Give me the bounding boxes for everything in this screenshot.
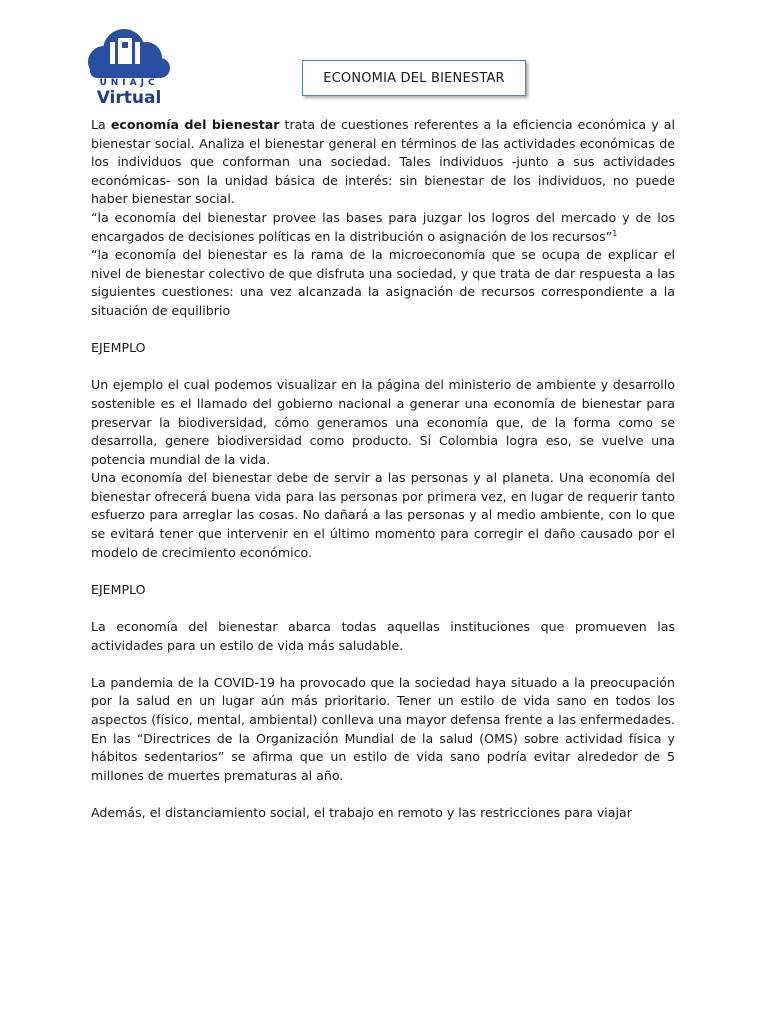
paragraph-example-1: Un ejemplo el cual podemos visualizar en la página del ministerio de ambiente y desarrollo sostenible es el llamado del gobierno nacional a generar una economía de bienestar para preservar la biodiversidad, cómo generamos una economía que, de la forma como se desarrolla, genere biodiversidad como producto. Si Colombia logra eso, se vuelve una potencia mundial de la vida. [91,377,675,467]
uniajc-virtual-logo [80,28,172,110]
paragraph-quote-1 [91,209,675,246]
paragraph-example-2: Una economía del bienestar debe de servir a las personas y al planeta. Una economía del bienestar ofrecerá buena vida para las personas por primera vez, en lugar de requerir tanto esfuerzo para arreglar las cosas. No dañará a las personas y al medio ambiente, con lo que se evitará tener que intervenir en el último momento para corregir el daño causado por el modelo de crecimiento económico. [91,470,675,560]
intro-bold-term: economía del bienestar [110,117,280,132]
intro-post: trata de cuestiones referentes a la eficiencia económica y al bienestar social. Analiza el bienestar general en términos de las actividades económicas de los individuos que conforman una sociedad. Tales individuos -junto a sus actividades económicas- son la unidad básica de interés: sin bienestar de los individuos, no puede haber bienestar social. [91,117,675,207]
quote-1-text: “la economía del bienestar provee las bases para juzgar los logros del mercado y de los encargados de decisiones políticas en la distribución o asignación de los recursos” [91,209,675,244]
paragraph-quote-2: “la economía del bienestar es la rama de la microeconomía que se ocupa de explicar el nivel de bienestar colectivo de que disfruta una sociedad, y que trata de dar respuesta a las siguientes cuestiones: una vez alcanzada la asignación de recursos correspondiente a la situación de equilibrio [91,247,675,318]
document-body [91,116,675,823]
intro-pre: La [91,117,111,132]
paragraph-ademas: Además, el distanciamiento social, el trabajo en remoto y las restricciones para viajar [91,804,632,820]
paragraph-pandemic: La pandemia de la COVID-19 ha provocado que la sociedad haya situado a la preocupación por la salud en un lugar aún más prioritario. Tener un estilo de vida sano en todos los aspectos (físico, mental, ambiental) conlleva una mayor defensa frente a las enfermedades. En las “Directrices de la Organización Mundial de la salud (OMS) sobre actividad física y hábitos sedentarios” se afirma que un estilo de vida sano podría evitar alrededor de 5 millones de muertes prematuras al año. [91,674,675,783]
logo-text-virtual: Virtual [96,88,162,108]
logo-text-uniajc: UNIAJC [99,78,159,88]
cloud-logo-icon [80,28,172,84]
paragraph-intro [91,116,675,209]
paragraph-institutions: La economía del bienestar abarca todas aquellas instituciones que promueven las actividades para un estilo de vida más saludable. [91,619,675,653]
document-title-box [302,60,526,96]
document-title: ECONOMIA DEL BIENESTAR [323,70,505,86]
heading-ejemplo-2: EJEMPLO [91,581,146,597]
heading-ejemplo-1: EJEMPLO [91,340,146,356]
footnote-marker: 1 [612,228,618,238]
